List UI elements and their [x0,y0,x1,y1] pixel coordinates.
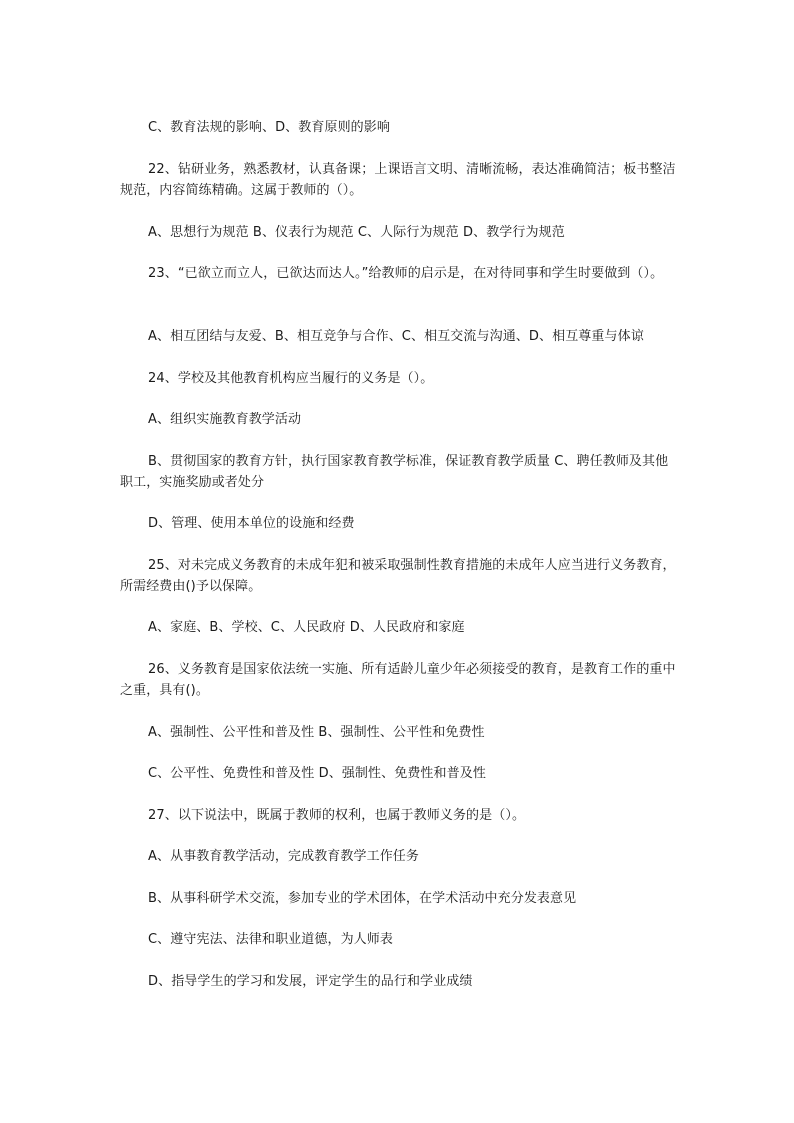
option-line: B、从事科研学术交流，参加专业的学术团体，在学术活动中充分发表意见 [148,891,577,906]
option-line: C、公平性、免费性和普及性 D、强制性、免费性和普及性 [148,766,486,781]
option-line: D、管理、使用本单位的设施和经费 [148,516,355,531]
option-line: A、从事教育教学活动，完成教育教学工作任务 [148,849,419,864]
option-line: A、组织实施教育教学活动 [148,412,302,427]
question-24: 24、学校及其他教育机构应当履行的义务是（）。 [148,371,434,386]
option-line: A、思想行为规范 B、仪表行为规范 C、人际行为规范 D、教学行为规范 [148,225,565,240]
option-line: A、相互团结与友爱、B、相互竞争与合作、C、相互交流与沟通、D、相互尊重与体谅 [148,329,644,344]
option-line: B、贯彻国家的教育方针，执行国家教育教学标准，保证教育教学质量 C、聘任教师及其他职工，实施奖励或者处分 [120,454,669,490]
option-line: A、家庭、B、学校、C、人民政府 D、人民政府和家庭 [148,620,465,635]
option-line: A、强制性、公平性和普及性 B、强制性、公平性和免费性 [148,725,485,740]
question-23: 23、“已欲立而立人，已欲达而达人。”给教师的启示是，在对待同事和学生时要做到（）。 [148,266,664,281]
question-25: 25、对未完成义务教育的未成年犯和被采取强制性教育措施的未成年人应当进行义务教育，所需经费由()予以保障。 [120,558,676,594]
question-27: 27、以下说法中，既属于教师的权利，也属于教师义务的是（）。 [148,808,526,823]
question-26: 26、义务教育是国家依法统一实施、所有适龄儿童少年必须接受的教育，是教育工作的重中之重，具有()。 [120,662,676,698]
question-22: 22、钻研业务，熟悉教材，认真备课；上课语言文明、清晰流畅，表达准确简洁；板书整洁规范，内容简练精确。这属于教师的（）。 [120,162,676,198]
option-line: C、教育法规的影响、D、教育原则的影响 [148,120,390,135]
option-line: C、遵守宪法、法律和职业道德，为人师表 [148,932,393,947]
option-line: D、指导学生的学习和发展，评定学生的品行和学业成绩 [148,974,473,989]
